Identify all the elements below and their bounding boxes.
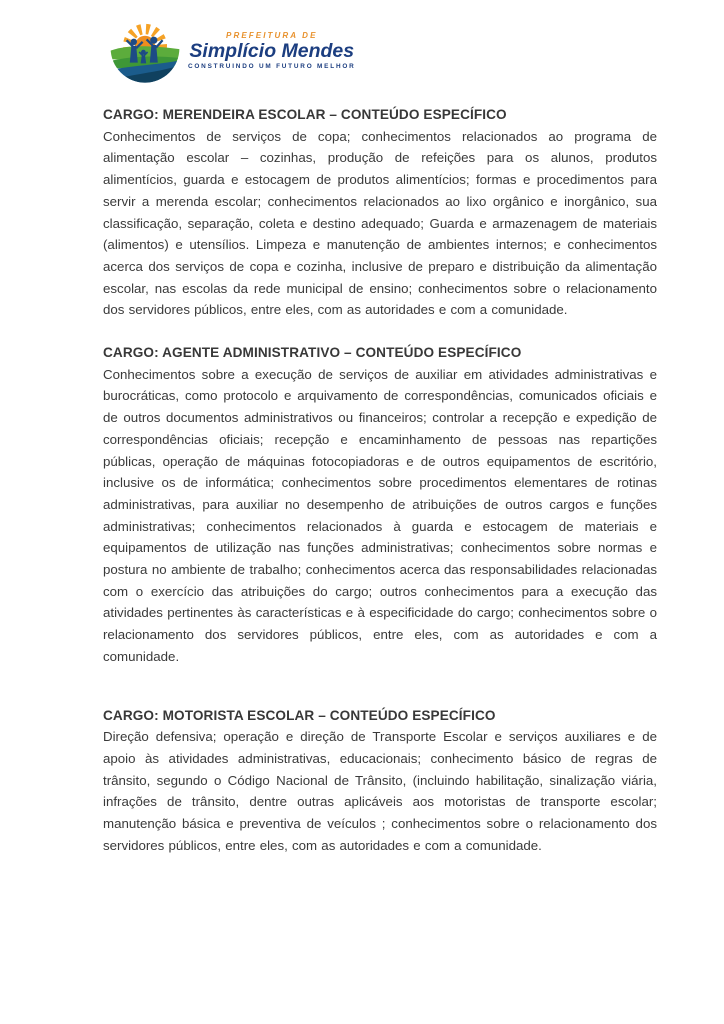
section-heading: CARGO: MERENDEIRA ESCOLAR – CONTEÚDO ESPECÍFICO	[103, 107, 507, 122]
cargo-section	[103, 104, 657, 321]
prefeitura-logo	[105, 12, 657, 85]
prefeitura-logo-wordmark	[188, 26, 356, 71]
logo-prefix-text: PREFEITURA DE	[226, 30, 318, 40]
document-sections	[103, 104, 657, 857]
cargo-section	[103, 342, 657, 668]
section-body: Conhecimentos sobre a execução de serviços de auxiliar em atividades administrativas e burocráticas, como protocolo e arquivamento de correspondências, comunicados oficiais e de outros documentos administrativos ou financeiros; controlar a recepção e expedição de correspondências oficiais; recepção e encaminhamento de pessoas nas repartições públicas, operação de máquinas fotocopiadoras e de outros equipamentos de escritório, inclusive os de informática; conhecimentos sobre procedimentos elementares de rotinas administrativas, para auxiliar no desempenho de atribuições de outros cargos e funções administrativas; conhecimentos relacionados à guarda e estocagem de materiais e equipamentos de utilização nas funções administrativas; conhecimentos sobre normas e postura no ambiente de trabalho; conhecimentos acerca das responsabilidades relacionadas com o exercício das atribuições do cargo; outros conhecimentos para a execução das atividades pertinentes às características e à especificidade do cargo; conhecimentos sobre o relacionamento dos servidores públicos, entre eles, com as autoridades e com a comunidade.	[103, 366, 657, 664]
cargo-section	[103, 705, 657, 857]
prefeitura-logo-icon	[105, 13, 185, 85]
logo-name-text: Simplício Mendes	[189, 40, 355, 63]
section-body: Direção defensiva; operação e direção de Transporte Escolar e serviços auxiliares e de apoio às atividades administrativas, educacionais; conhecimento básico de regras de trânsito, segundo o Código Nacional de Trânsito, (incluindo habilitação, sinalização viária, infrações de trânsito, dentre outras aplicáveis aos motoristas de transporte escolar; manutenção básica e preventiva de veículos ; conhecimentos sobre o relacionamento dos servidores públicos, entre eles, com as autoridades e com a comunidade.	[103, 729, 657, 853]
section-heading: CARGO: AGENTE ADMINISTRATIVO – CONTEÚDO ESPECÍFICO	[103, 345, 522, 361]
section-heading: CARGO: MOTORISTA ESCOLAR – CONTEÚDO ESPECÍFICO	[103, 707, 496, 723]
logo-tagline-text: CONSTRUINDO UM FUTURO MELHOR	[188, 63, 356, 71]
section-body: Conhecimentos de serviços de copa; conhecimentos relacionados ao programa de alimentação escolar – cozinhas, produção de refeições para os alunos, produtos alimentícios, guarda e estocagem de produtos alimentícios; formas e procedimentos para servir a merenda escolar; conhecimentos relacionados ao lixo orgânico e inorgânico, sua classificação, separação, coleta e destino adequado; Guarda e armazenagem de materiais (alimentos) e utensílios. Limpeza e manutenção de ambientes internos; e conhecimentos acerca dos serviços de copa e cozinha, inclusive de preparo e distribuição da alimentação escolar, nas escolas da rede municipal de ensino; conhecimentos sobre o relacionamento dos servidores públicos, entre eles, com as autoridades e com a comunidade.	[103, 128, 657, 318]
